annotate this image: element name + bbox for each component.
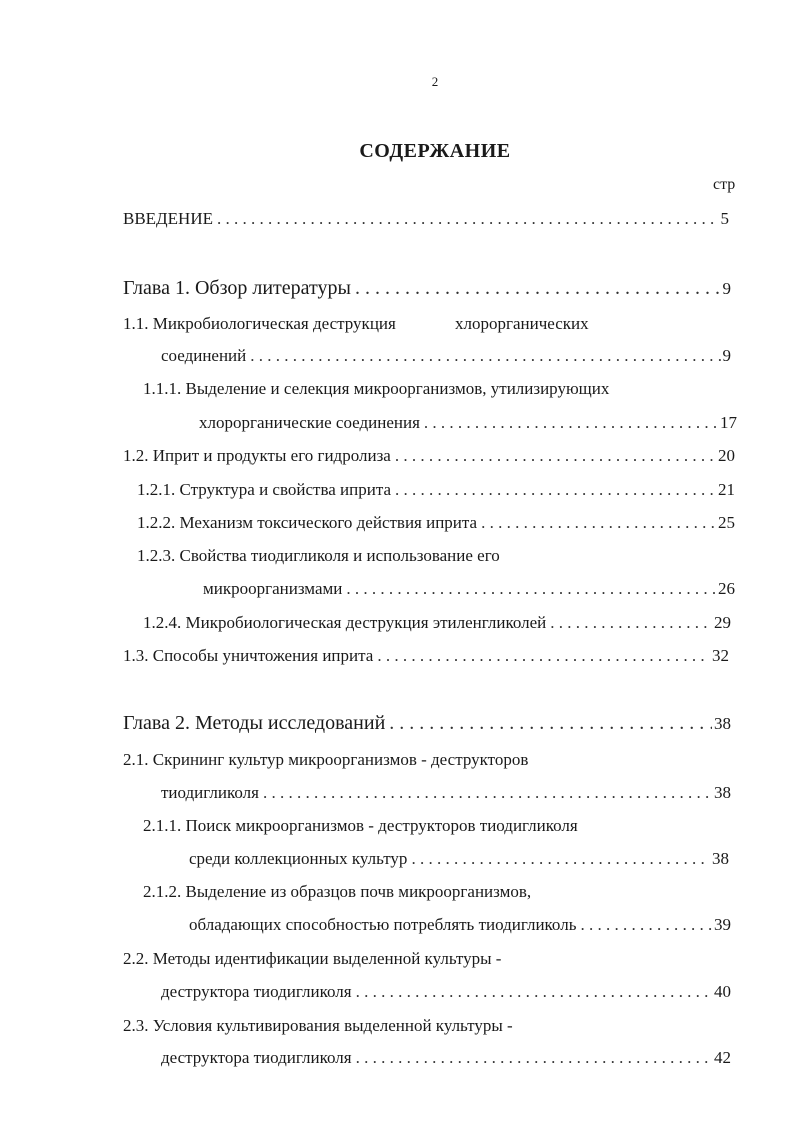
toc-label: Глава 2. Методы исследований — [123, 712, 386, 734]
toc-leader-dots — [217, 208, 719, 230]
toc-entry-2-1-2-line-1[interactable]: 2.1.2. Выделение из образцов почв микроорганизмов, — [143, 882, 532, 901]
page-title: СОДЕРЖАНИЕ — [359, 140, 511, 162]
toc-leader-dots — [377, 645, 710, 667]
toc-leader-dots — [424, 412, 718, 434]
toc-entry-1-1-1-line-1[interactable]: 1.1.1. Выделение и селекция микроорганизмов, утилизирующих — [143, 379, 610, 398]
toc-entry-1-2-1[interactable] — [137, 479, 735, 501]
toc-leader-dots — [411, 848, 710, 870]
toc-page-number: 42 — [714, 1048, 731, 1067]
toc-entry-intro[interactable] — [123, 208, 729, 230]
toc-label: 1.3. Способы уничтожения иприта — [123, 646, 374, 665]
toc-leader-dots — [250, 345, 720, 367]
toc-label: Глава 1. Обзор литературы — [123, 277, 351, 299]
toc-leader-dots — [481, 512, 716, 534]
toc-entry-1-2-4[interactable] — [143, 612, 731, 634]
toc-leader-dots — [550, 612, 712, 634]
toc-page-number: 17 — [720, 413, 737, 432]
toc-entry-2-3-line-1[interactable]: 2.3. Условия культивирования выделенной культуры - — [123, 1016, 513, 1035]
toc-entry-chapter-1[interactable] — [123, 275, 731, 302]
toc-page-number: 9 — [722, 346, 731, 365]
toc-entry-2-1-line-2[interactable] — [161, 782, 731, 804]
toc-page-number: 26 — [718, 579, 735, 598]
toc-page-number: 20 — [718, 446, 735, 465]
toc-leader-dots — [389, 710, 712, 736]
toc-entry-1-2[interactable] — [123, 445, 735, 467]
toc-entry-1-2-3-line-1[interactable]: 1.2.3. Свойства тиодигликоля и использование его — [137, 546, 500, 565]
toc-entry-2-1-line-1[interactable]: 2.1. Скрининг культур микроорганизмов - деструкторов — [123, 750, 529, 769]
toc-page-number: 40 — [714, 982, 731, 1001]
toc-entry-1-1-line-1[interactable]: 1.1. Микробиологическая деструкция — [123, 314, 396, 333]
toc-entry-1-1-line-1-cont: хлорорганических — [455, 314, 589, 333]
toc-leader-dots — [346, 578, 716, 600]
toc-entry-1-3[interactable] — [123, 645, 729, 667]
toc-label: соединений — [161, 346, 247, 365]
toc-entry-2-1-1-line-1[interactable]: 2.1.1. Поиск микроорганизмов - деструкторов тиодигликоля — [143, 816, 578, 835]
toc-leader-dots — [580, 914, 712, 936]
page-column-label: стр — [713, 176, 736, 193]
toc-label: среди коллекционных культур — [189, 849, 408, 868]
toc-page-number: 39 — [714, 915, 731, 934]
toc-page-number: 32 — [712, 646, 729, 665]
toc-entry-2-3-line-2[interactable] — [161, 1047, 731, 1069]
toc-page-number: 21 — [718, 480, 735, 499]
toc-page-number: 5 — [720, 209, 729, 228]
toc-page-number: 38 — [712, 849, 729, 868]
toc-label: ВВЕДЕНИЕ — [123, 209, 213, 228]
toc-leader-dots — [356, 981, 712, 1003]
toc-page-number: 25 — [718, 513, 735, 532]
toc-label: деструктора тиодигликоля — [161, 982, 352, 1001]
toc-leader-dots — [395, 445, 716, 467]
toc-entry-1-2-3-line-2[interactable] — [203, 578, 735, 600]
toc-entry-2-1-1-line-2[interactable] — [189, 848, 729, 870]
toc-entry-2-1-2-line-2[interactable] — [189, 914, 731, 936]
toc-label: 1.2. Иприт и продукты его гидролиза — [123, 446, 391, 465]
toc-label: хлорорганические соединения — [199, 413, 420, 432]
toc-entry-1-2-2[interactable] — [137, 512, 735, 534]
toc-entry-1-1-1-line-2[interactable] — [199, 412, 737, 434]
toc-label: 1.2.1. Структура и свойства иприта — [137, 480, 392, 499]
toc-label: обладающих способностью потреблять тиодигликоль — [189, 915, 577, 934]
toc-page-number: 38 — [714, 714, 731, 733]
toc-label: деструктора тиодигликоля — [161, 1048, 352, 1067]
page-number: 2 — [431, 74, 439, 89]
toc-page-number: 38 — [714, 783, 731, 802]
toc-label: тиодигликоля — [161, 783, 259, 802]
toc-leader-dots — [263, 782, 712, 804]
toc-page-number: 9 — [722, 279, 731, 298]
toc-entry-1-1-line-2[interactable] — [161, 345, 731, 367]
toc-leader-dots — [356, 1047, 712, 1069]
toc-label: 1.2.2. Механизм токсического действия иприта — [137, 513, 478, 532]
toc-entry-2-2-line-1[interactable]: 2.2. Методы идентификации выделенной культуры - — [123, 949, 502, 968]
toc-page-number: 29 — [714, 613, 731, 632]
toc-leader-dots — [395, 479, 716, 501]
toc-entry-chapter-2[interactable] — [123, 710, 731, 737]
toc-leader-dots — [355, 275, 721, 301]
toc-entry-2-2-line-2[interactable] — [161, 981, 731, 1003]
toc-label: микроорганизмами — [203, 579, 343, 598]
toc-label: 1.2.4. Микробиологическая деструкция этиленгликолей — [143, 613, 547, 632]
